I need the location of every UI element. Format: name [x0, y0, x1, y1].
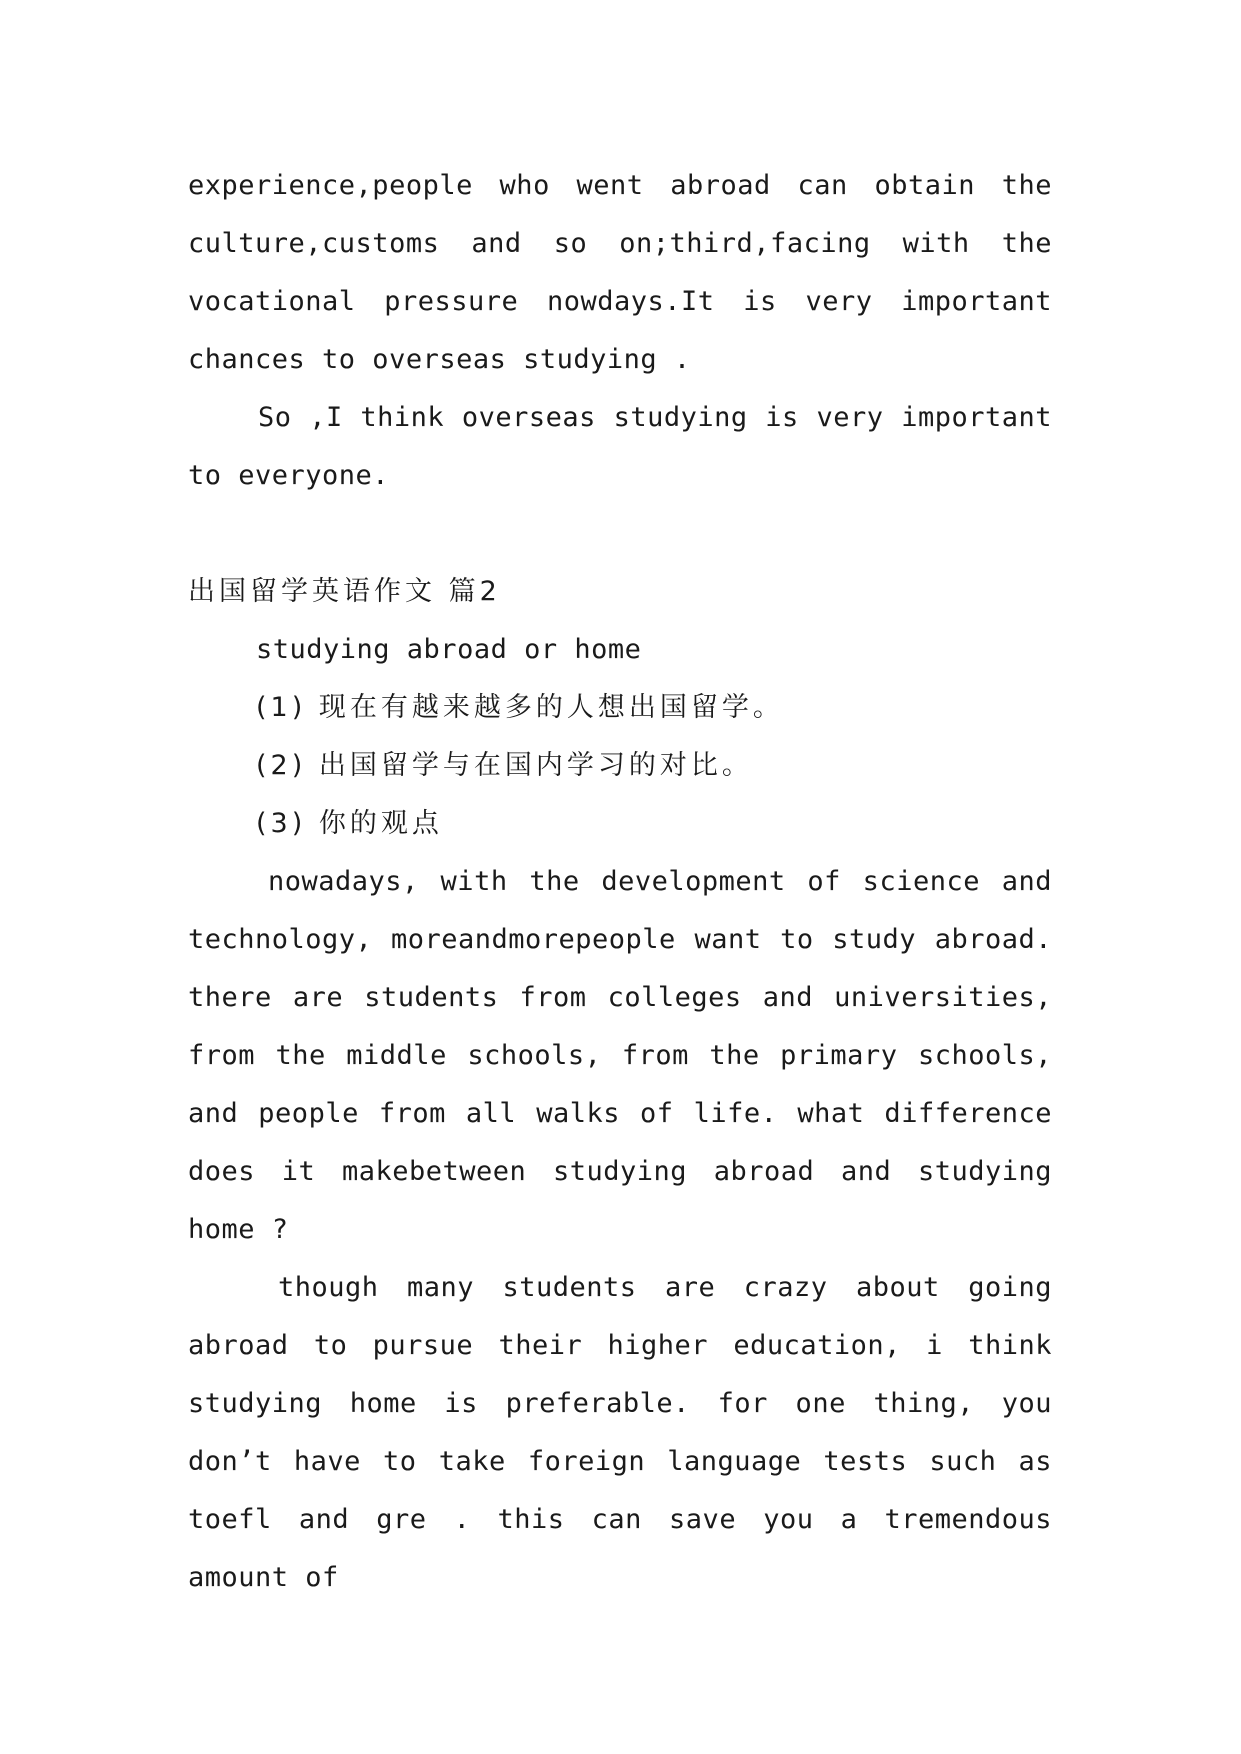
topic-title: studying abroad or home	[256, 634, 642, 665]
outline-item-2: (2) 出国留学与在国内学习的对比。	[256, 750, 753, 781]
outline-item-1: (1) 现在有越来越多的人想出国留学。	[256, 692, 784, 723]
paragraph-argument: though many students are crazy about going abroad to pursue their higher education, i think studying home is preferable. for one thing, you don’t have to take foreign language tests such as toefl and gre . this can save you a tremendous amount of	[188, 1272, 1052, 1593]
paragraph-introduction: nowadays, with the development of science and technology, moreandmorepeople want to study abroad. there are students from colleges and universities, from the middle schools, from the primary schools, and people from all walks of life. what difference does it makebetween studying abroad and studying home ?	[188, 866, 1052, 1245]
document-body	[188, 157, 1052, 1607]
section-spacer	[188, 505, 1052, 563]
outline-item-3: (3) 你的观点	[256, 808, 443, 839]
section-heading: 出国留学英语作文 篇2	[188, 576, 501, 607]
paragraph-conclusion: So ,I think overseas studying is very important to everyone.	[188, 402, 1052, 491]
paragraph-continued: experience,people who went abroad can obtain the culture,customs and so on;third,facing with the vocational pressure nowdays.It is very important chances to overseas studying .	[188, 170, 1052, 375]
